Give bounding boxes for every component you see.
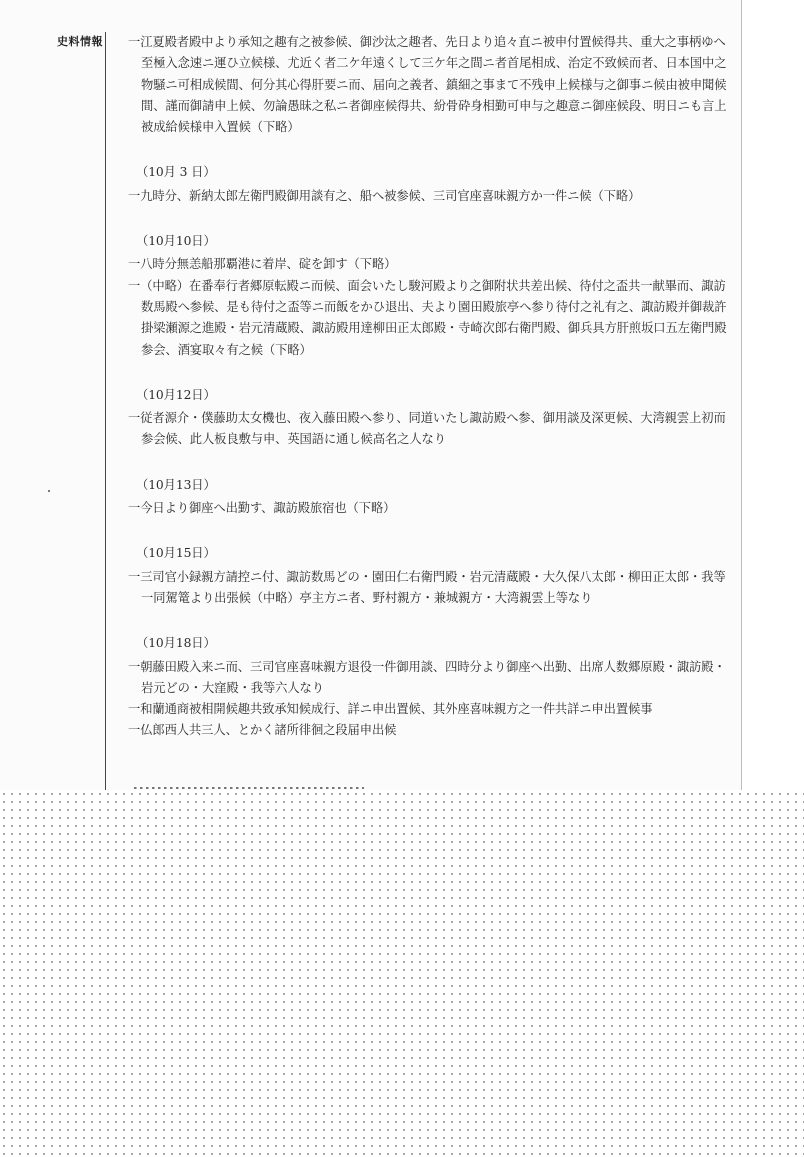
diary-entry [128, 32, 728, 138]
diary-entry [128, 385, 728, 451]
diary-entry [128, 543, 728, 609]
entry-line: 一（中略）在番奉行者郷原転殿ニ而候、面会いたし駿河殿より之御附状共差出候、待付之盃共一献畢而、諏訪数馬殿へ参候、是も待付之盃等ニ而飯をかひ退出、夫より園田殿旅亭へ参り待付之礼有之、諏訪殿并御裁許掛梁瀬源之進殿・岩元清蔵殿、諏訪殿用達柳田正太郎殿・寺崎次郎右衛門殿、御兵具方肝煎坂口五左衛門殿参会、酒宴取々有之候（下略） [128, 278, 727, 357]
entry-line: 一九時分、新納太郎左衛門殿御用談有之、船へ被参候、三司官座喜味親方か一件ニ候（下略） [128, 188, 641, 203]
entry-line: 一朝藤田殿入来ニ而、三司官座喜味親方退役一件御用談、四時分より御座へ出勤、出席人数郷原殿・諏訪殿・岩元どの・大窪殿・我等六人なり [128, 659, 726, 695]
entry-line: 一今日より御座へ出勤す、諏訪殿旅宿也（下略） [128, 501, 396, 516]
entry-date: （10月 3 日） [136, 165, 216, 180]
entry-line: 一江夏殿者殿中より承知之趣有之被参候、御沙汰之趣者、先日より追々直ニ被申付置候得共、重大之事柄ゆへ至極入念速ニ運ひ立候様、尤近く者二ケ年遠くして三ケ年之間ニ者首尾相成、治定不致候而者、日本国中之物騒ニ可相成候間、何分其心得肝要ニ而、届向之義者、鎮細之事まて不残申上候様与之御事ニ候由被申聞候間、謹而御請申上候、勿論愚昧之私ニ者御座候得共、紛骨砕身相勤可申与之趣意ニ御座候段、明日ニも言上被成給候様申入置候（下略） [128, 35, 727, 135]
margin-rule [105, 32, 106, 790]
diary-entry [128, 475, 728, 520]
entry-date: （10月15日） [136, 546, 216, 561]
scan-mark [48, 490, 50, 492]
diary-entry [128, 231, 728, 361]
entry-date: （10月10日） [136, 234, 216, 249]
page-edge-rule [741, 0, 742, 790]
entry-line: 一三司官小録親方請控ニ付、諏訪数馬どの・園田仁右衛門殿・岩元清蔵殿・大久保八太郎・柳田正太郎・我等一同駕篭より出張候（中略）亭主方ニ者、野村親方・兼城親方・大湾親雲上等なり [128, 569, 726, 605]
entry-date: （10月12日） [136, 387, 216, 402]
diary-entry [128, 633, 728, 741]
entry-line: 一仏郎西人共三人、とかく諸所徘徊之段届申出候 [128, 723, 397, 738]
document-body [128, 32, 728, 766]
entry-date: （10月18日） [136, 636, 216, 651]
entry-line: 一従者源介・僕藤助太女機也、夜入藤田殿へ参り、同道いたし諏訪殿へ参、御用談及深更候、大湾親雲上初而参会候、此人板良敷与申、英国語に通し候高名之人なり [128, 411, 726, 447]
diary-entry [128, 162, 728, 207]
entry-line: 一八時分無恙船那覇港に着岸、碇を卸す（下略） [128, 257, 397, 272]
dotted-background [0, 790, 804, 1157]
entry-date: （10月13日） [136, 477, 216, 492]
entry-line: 一和蘭通商被相開候趣共致承知候成行、詳ニ申出置候、其外座喜味親方之一件共詳ニ申出置候事 [128, 702, 653, 717]
section-label: 史料情報 [57, 35, 103, 48]
